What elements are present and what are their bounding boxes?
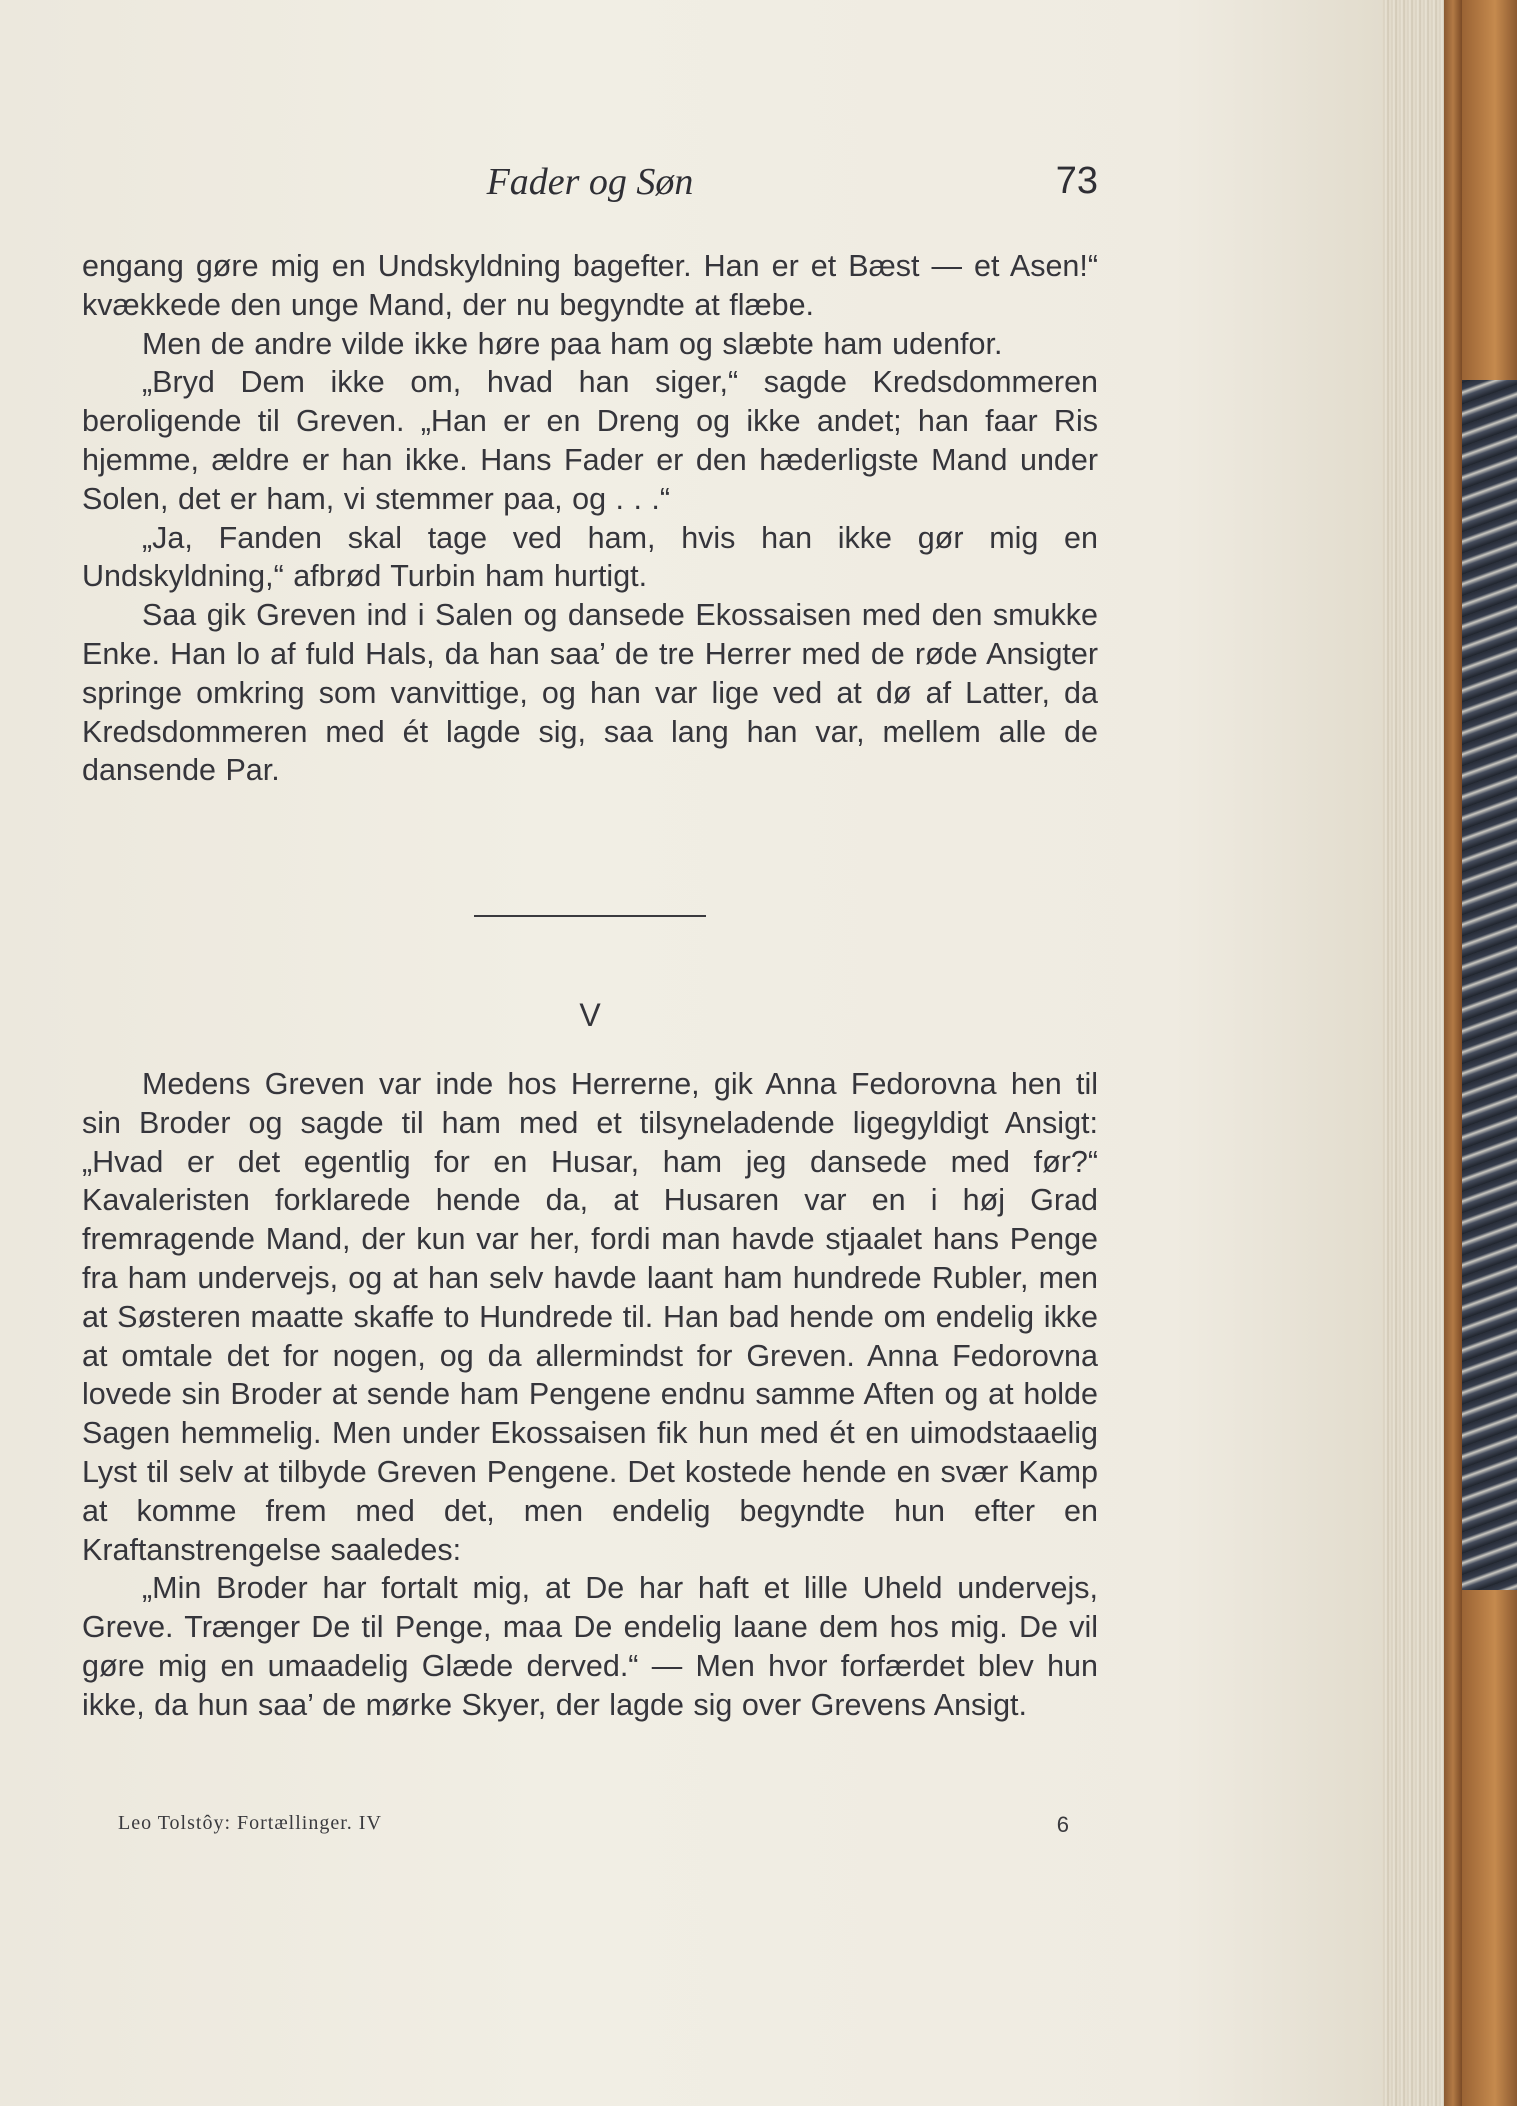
page-number: 73 — [1055, 160, 1098, 202]
paragraph: „Ja, Fanden skal tage ved ham, hvis han ikke gør mig en Undskyldning,“ afbrød Turbin ham hurtigt. — [82, 520, 1098, 594]
paragraph: Saa gik Greven ind i Salen og dansede Ekossaisen med den smukke Enke. Han lo af fuld Hals, da han saa’ de tre Herrer med de røde Ansigter springe omkring som vanvittige, og han var lige ved at dø af Latter, da Kredsdommeren med ét lagde sig, saa lang han var, mellem alle de dansende Par. — [82, 598, 1098, 788]
paragraph: Medens Greven var inde hos Herrerne, gik Anna Fedorovna hen til sin Broder og sagde til ham med et tilsyneladende ligegyldigt Ansigt: „Hvad er det egentlig for en Husar, ham jeg dansede med før?“ Kavaleristen forklarede hende da, at Husaren var en i høj Grad fremragende Mand, der kun var her, fordi man havde stjaalet hans Penge fra ham undervejs, og at han selv havde laant ham hundrede Rubler, men at Søsteren maatte skaffe to Hundrede til. Han bad hende om endelig ikke at omtale det for nogen, og da allermindst for Greven. Anna Fedorovna lovede sin Broder at sende ham Pengene endnu samme Aften og at holde Sagen hemmelig. Men under Ekossaisen fik hun med ét en uimodstaaelig Lyst til selv at tilbyde Greven Pengene. Det kostede hende en svær Kamp at komme frem med det, men endelig begyndte hun efter en Kraftanstrengelse saaledes: — [82, 1067, 1098, 1567]
page-block-edge — [1382, 0, 1444, 2106]
paragraph: engang gøre mig en Undskyldning bagefter. Han er et Bæst — et Asen!“ kvækkede den unge Mand, der nu begyndte at flæbe. — [82, 249, 1098, 322]
section-heading: V — [579, 997, 601, 1033]
body-text-lower — [82, 1065, 1098, 1725]
binding-rim — [1444, 0, 1462, 2106]
signature-mark: 6 — [1056, 1812, 1070, 1837]
leather-corner-top — [1462, 0, 1517, 380]
running-head — [82, 158, 1098, 208]
body-text-upper — [82, 247, 1098, 790]
paragraph: „Min Broder har fortalt mig, at De har haft et lille Uheld undervejs, Greve. Trænger De til Penge, maa De endelig laane dem hos mig. De vil gøre mig en umaadelig Glæde derved.“ — Men hvor forfærdet blev hun ikke, da hun saa’ de mørke Skyer, der lagde sig over Grevens Ansigt. — [82, 1571, 1098, 1722]
running-title: Fader og Søn — [486, 161, 694, 203]
page-footer — [118, 1812, 1070, 1844]
section-divider-rule — [474, 915, 706, 917]
book-footer-line: Leo Tolstôy: Fortællinger. IV — [118, 1812, 382, 1834]
leather-corner-bottom — [1462, 1590, 1517, 2106]
paragraph: „Bryd Dem ikke om, hvad han siger,“ sagde Kredsdommeren beroligende til Greven. „Han er en Dreng og ikke andet; han faar Ris hjemme, ældre er han ikke. Hans Fader er den hæderligste Mand under Solen, det er ham, vi stemmer paa, og . . .“ — [82, 365, 1098, 516]
paragraph: Men de andre vilde ikke høre paa ham og slæbte ham udenfor. — [142, 326, 1003, 361]
